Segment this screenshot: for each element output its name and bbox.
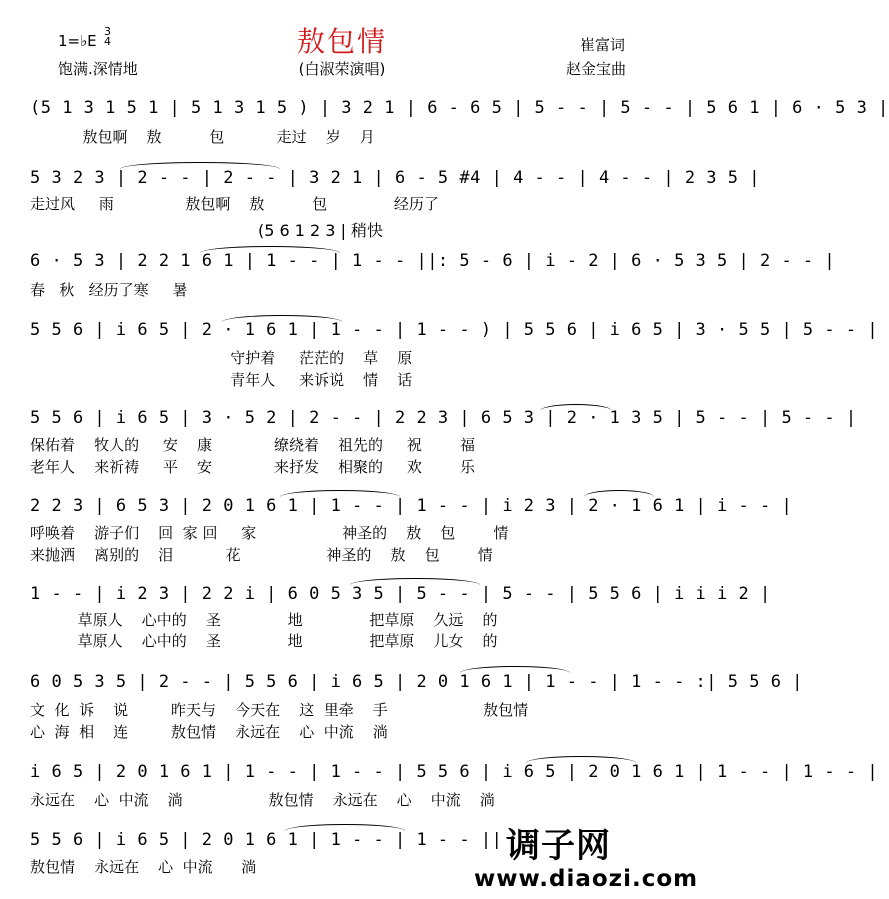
composer-credit: 赵金宝曲 <box>566 60 627 78</box>
notation-line-8: 6 0 5 3 5 | 2 - - | 5 5 6 | i 6 5 | 2 0 1 6 1 | 1 - - | 1 - - :| 5 5 6 | <box>30 672 803 692</box>
lyric-line-4a: 守护着 茫茫的 草 原 <box>30 349 413 367</box>
lyric-line-1: 敖包啊 敖 包 走过 岁 月 <box>30 128 375 146</box>
lyric-line-8b: 心 海 相 连 敖包情 永远在 心 中流 淌 <box>30 723 388 741</box>
slur <box>526 756 636 763</box>
lyric-line-2: 走过风 雨 敖包啊 敖 包 经历了 <box>30 195 439 213</box>
slur <box>350 578 480 585</box>
lyric-line-7a: 草原人 心中的 圣 地 把草原 久远 的 <box>30 611 498 629</box>
mood-marking: 饱满.深情地 <box>58 60 138 78</box>
slur <box>280 490 400 497</box>
time-bottom: 4 <box>104 35 111 48</box>
lyric-line-7b: 草原人 心中的 圣 地 把草原 儿女 的 <box>30 632 498 650</box>
notation-line-6: 2 2 3 | 6 5 3 | 2 0 1 6 1 | 1 - - | 1 - - | i 2 3 | 2 · 1 6 1 | i - - | <box>30 496 793 516</box>
notation-line-3: 6 · 5 3 | 2 2 1 6 1 | 1 - - | 1 - - ||: 5 - 6 | i - 2 | 6 · 5 3 5 | 2 - - | <box>30 251 836 271</box>
lyric-line-4b: 青年人 来诉说 情 话 <box>30 371 413 389</box>
lyric-line-3: 春 秋 经历了寒 暑 <box>30 281 188 299</box>
lyric-line-5a: 保佑着 牧人的 安 康 缭绕着 祖先的 祝 福 <box>30 436 476 454</box>
slur <box>540 404 612 411</box>
lyric-line-8a: 文 化 诉 说 昨天与 今天在 这 里牵 手 敖包情 <box>30 701 529 719</box>
lyric-line-9: 永远在 心 中流 淌 敖包情 永远在 心 中流 淌 <box>30 791 495 809</box>
watermark-brand: 调子网 <box>506 826 611 866</box>
lyric-line-6a: 呼唤着 游子们 回 家 回 家 神圣的 敖 包 情 <box>30 524 509 542</box>
slur <box>200 246 340 253</box>
notation-line-9: i 6 5 | 2 0 1 6 1 | 1 - - | 1 - - | 5 5 6 | i 6 5 | 2 0 1 6 1 | 1 - - | 1 - - | <box>30 762 879 782</box>
lyric-line-6b: 来抛洒 离别的 泪 花 神圣的 敖 包 情 <box>30 546 493 564</box>
notation-line-10: 5 5 6 | i 6 5 | 2 0 1 6 1 | 1 - - | 1 - - || <box>30 830 503 850</box>
lyric-line-10: 敖包情 永远在 心 中流 淌 <box>30 858 257 876</box>
slur <box>285 824 405 831</box>
slur <box>222 315 342 322</box>
slur <box>120 162 280 169</box>
time-top: 3 <box>104 25 111 38</box>
key-signature: 1=♭E <box>58 32 97 50</box>
singer-credit: (白淑荣演唱) <box>298 60 386 78</box>
notation-line-4: 5 5 6 | i 6 5 | 2 · 1 6 1 | 1 - - | 1 - - ) | 5 5 6 | i 6 5 | 3 · 5 5 | 5 - - | <box>30 320 879 340</box>
song-title: 敖包情 <box>296 25 387 58</box>
notation-line-2: 5 3 2 3 | 2 - - | 2 - - | 3 2 1 | 6 - 5 #4 | 4 - - | 4 - - | 2 3 5 | <box>30 168 760 188</box>
notation-line-1: (5 1 3 1 5 1 | 5 1 3 1 5 ) | 3 2 1 | 6 - 6 5 | 5 - - | 5 - - | 5 6 1 | 6 · 5 3 | <box>30 98 889 118</box>
watermark-url: www.diaozi.com <box>474 866 699 892</box>
lyric-line-5b: 老年人 来祈祷 平 安 来抒发 相聚的 欢 乐 <box>30 458 476 476</box>
slur <box>584 490 654 497</box>
lyricist-credit: 崔富词 <box>580 36 626 54</box>
notation-line-5: 5 5 6 | i 6 5 | 3 · 5 2 | 2 - - | 2 2 3 | 6 5 3 | 2 · 1 3 5 | 5 - - | 5 - - | <box>30 408 857 428</box>
slur <box>460 666 570 673</box>
tempo-change-marking: (5 6 1 2 3 | 稍快 <box>258 221 384 240</box>
notation-line-7: 1 - - | i 2 3 | 2 2 i | 6 0 5 3 5 | 5 - - | 5 - - | 5 5 6 | i i i 2 | <box>30 584 771 604</box>
